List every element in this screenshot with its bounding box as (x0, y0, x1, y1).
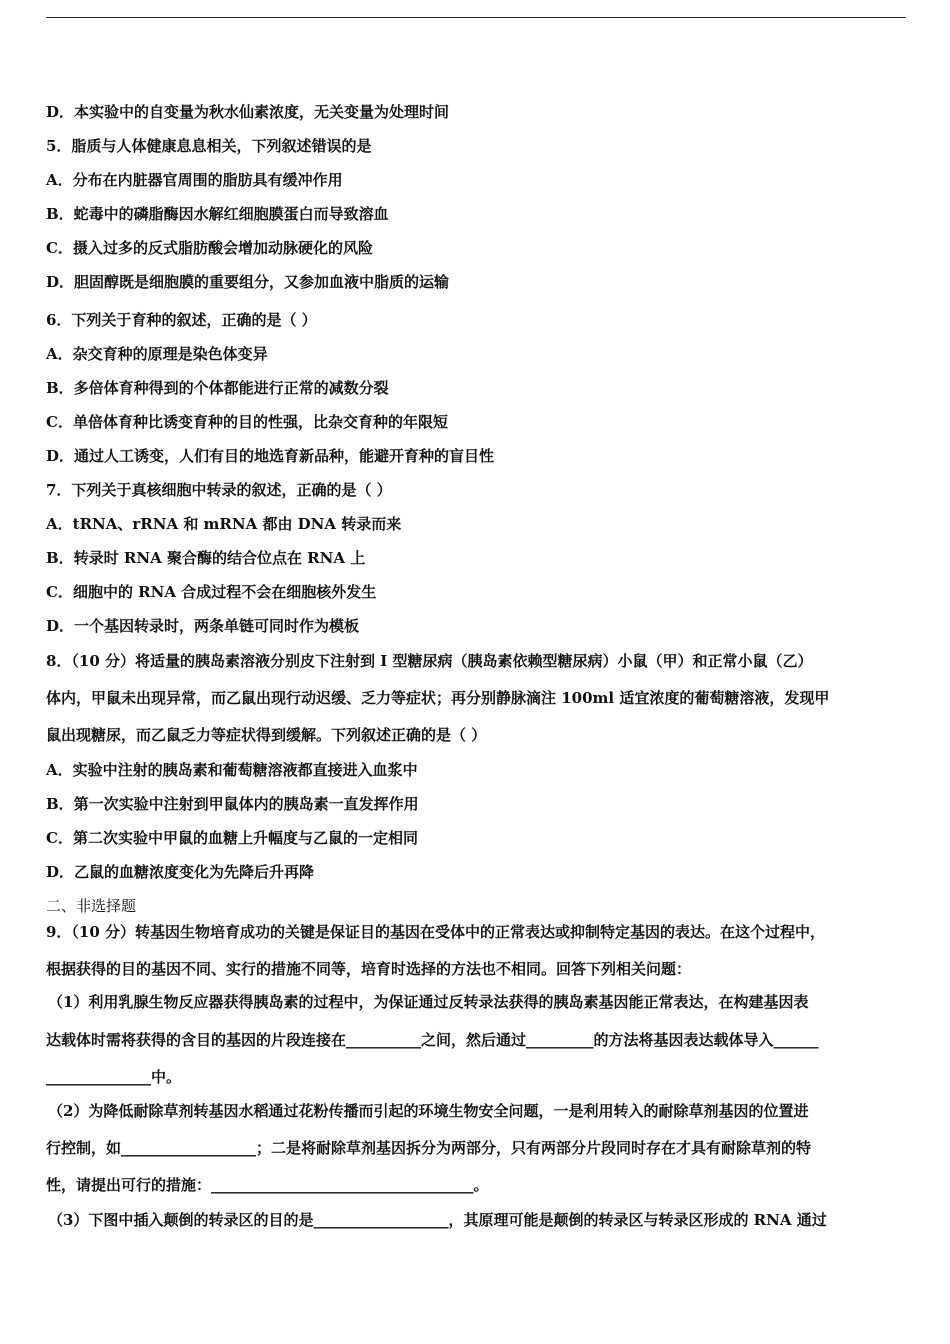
sub-question-1-cont: 达载体时需将获得的含目的基因的片段连接在__________之间，然后通过_________的方法将基因表达载体导入______ (46, 1031, 819, 1049)
question-5-stem: 5．脂质与人体健康息息相关，下列叙述错误的是 (46, 137, 372, 155)
question-8-stem: 8．（10 分）将适量的胰岛素溶液分别皮下注射到 I 型糖尿病（胰岛素依赖型糖尿病）小鼠（甲）和正常小鼠（乙） (46, 652, 813, 670)
option-line: D．胆固醇既是细胞膜的重要组分，又参加血液中脂质的运输 (46, 273, 450, 291)
question-8-stem-cont: 体内，甲鼠未出现异常，而乙鼠出现行动迟缓、乏力等症状；再分别静脉滴注 100ml 适宜浓度的葡萄糖溶液，发现甲 (46, 689, 830, 707)
question-9-stem-cont: 根据获得的目的基因不同、实行的措施不同等，培育时选择的方法也不相同。回答下列相关问题： (46, 960, 692, 978)
option-line: A．杂交育种的原理是染色体变异 (46, 345, 268, 363)
option-line: B．转录时 RNA 聚合酶的结合位点在 RNA 上 (46, 549, 366, 567)
option-line: B．多倍体育种得到的个体都能进行正常的减数分裂 (46, 379, 389, 397)
text-line: D．本实验中的自变量为秋水仙素浓度，无关变量为处理时间 (46, 103, 450, 121)
question-8-stem-cont: 鼠出现糖尿，而乙鼠乏力等症状得到缓解。下列叙述正确的是（ ） (46, 726, 487, 744)
sub-question-2: （2）为降低耐除草剂转基因水稻通过花粉传播而引起的环境生物安全问题，一是利用转入的耐除草剂基因的位置进 (48, 1102, 809, 1120)
option-line: B．第一次实验中注射到甲鼠体内的胰岛素一直发挥作用 (46, 795, 419, 813)
option-line: D．乙鼠的血糖浓度变化为先降后升再降 (46, 863, 315, 881)
question-6-stem: 6．下列关于育种的叙述，正确的是（ ） (46, 311, 317, 329)
option-line: D．通过人工诱变，人们有目的地选育新品种，能避开育种的盲目性 (46, 447, 495, 465)
option-line: A．实验中注射的胰岛素和葡萄糖溶液都直接进入血浆中 (46, 761, 418, 779)
option-line: C．第二次实验中甲鼠的血糖上升幅度与乙鼠的一定相同 (46, 829, 418, 847)
question-7-stem: 7．下列关于真核细胞中转录的叙述，正确的是（ ） (46, 481, 392, 499)
header-rule (46, 17, 906, 18)
sub-question-3: （3）下图中插入颠倒的转录区的目的是__________________，其原理可能是颠倒的转录区与转录区形成的 RNA 通过 (48, 1211, 827, 1229)
question-9-stem: 9．（10 分）转基因生物培育成功的关键是保证目的基因在受体中的正常表达或抑制特定基因的表达。在这个过程中， (46, 923, 826, 941)
sub-question-2-cont: 性，请提出可行的措施：___________________________________。 (46, 1176, 489, 1194)
option-line: A．tRNA、rRNA 和 mRNA 都由 DNA 转录而来 (46, 515, 402, 533)
option-line: A．分布在内脏器官周围的脂肪具有缓冲作用 (46, 171, 343, 189)
option-line: C．细胞中的 RNA 合成过程不会在细胞核外发生 (46, 583, 377, 601)
option-line: C．摄入过多的反式脂肪酸会增加动脉硬化的风险 (46, 239, 373, 257)
section-heading: 二、非选择题 (46, 897, 137, 915)
option-line: B．蛇毒中的磷脂酶因水解红细胞膜蛋白而导致溶血 (46, 205, 389, 223)
option-line: D．一个基因转录时，两条单链可同时作为模板 (46, 617, 360, 635)
option-line: C．单倍体育种比诱变育种的目的性强，比杂交育种的年限短 (46, 413, 448, 431)
sub-question-1: （1）利用乳腺生物反应器获得胰岛素的过程中，为保证通过反转录法获得的胰岛素基因能正常表达，在构建基因表 (48, 993, 809, 1011)
sub-question-2-cont: 行控制，如__________________；二是将耐除草剂基因拆分为两部分，只有两部分片段同时存在才具有耐除草剂的特 (46, 1139, 812, 1157)
sub-question-1-cont: ______________中。 (46, 1068, 182, 1086)
